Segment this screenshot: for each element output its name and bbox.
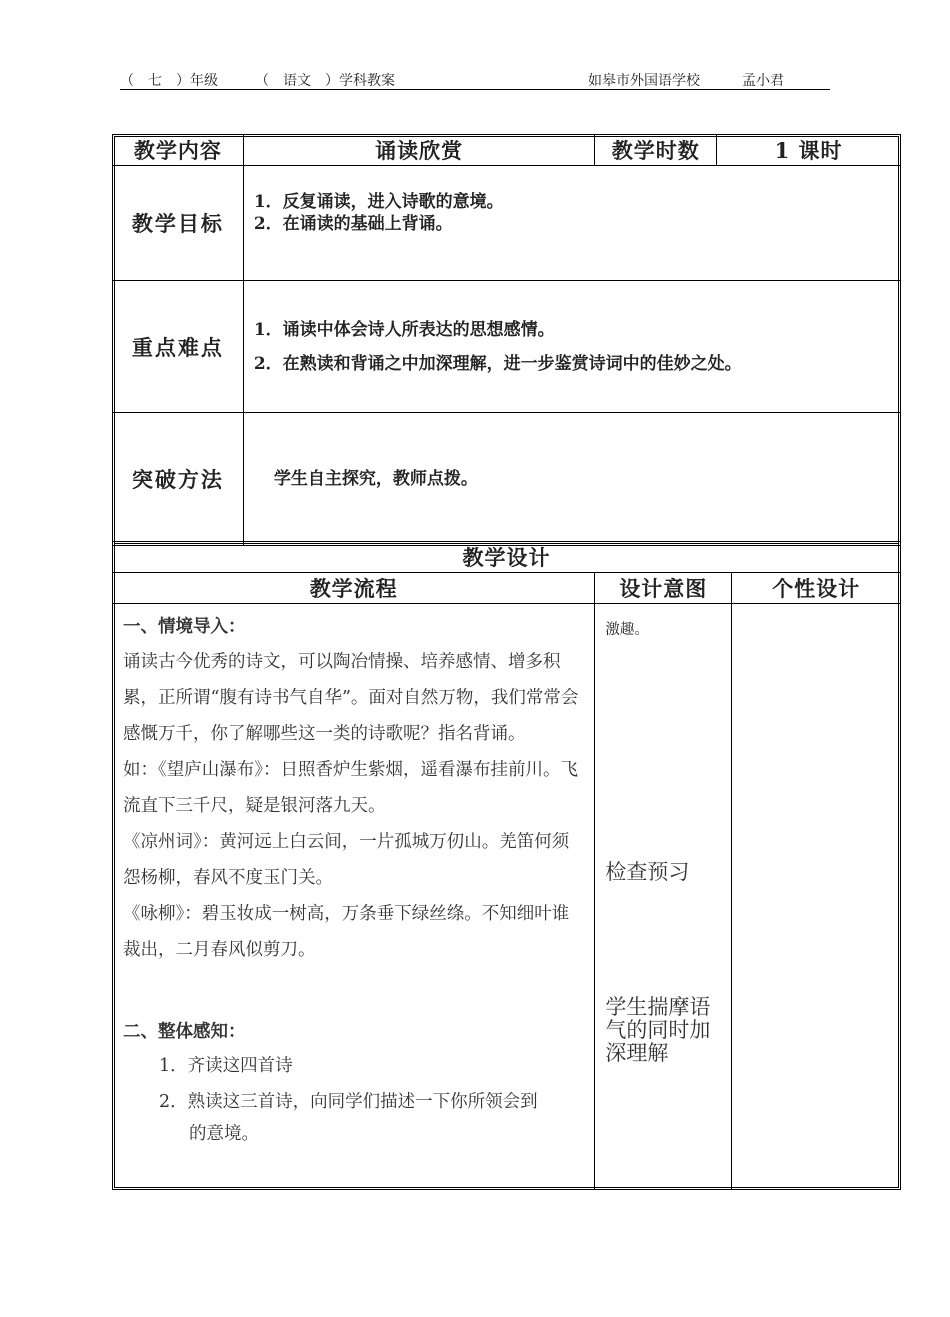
goal-label: 教学目标 (113, 166, 244, 281)
method-label: 突破方法 (113, 413, 244, 546)
step-1: 1．齐读这四首诗 (159, 1056, 293, 1076)
header-grade: （ 七 ）年级 (120, 73, 218, 89)
goal-item: 1．反复诵读，进入诗歌的意境。 (253, 192, 504, 212)
personal-cell (732, 604, 901, 1190)
col-flow: 教学流程 (113, 573, 595, 604)
key-label: 重点难点 (113, 281, 244, 413)
header-school: 如皋市外国语学校 (588, 73, 700, 89)
hours-label: 教学时数 (595, 135, 717, 166)
goal-item: 2．在诵读的基础上背诵。 (253, 214, 453, 234)
content-label: 教学内容 (113, 135, 244, 166)
col-intent: 设计意图 (595, 573, 732, 604)
hours-value: 1 课时 (717, 135, 901, 166)
section2-title: 二、整体感知： (123, 1022, 246, 1042)
intent-3: 学生揣摩语气的同时加深理解 (605, 995, 711, 1065)
intent-1: 激趣。 (605, 622, 649, 638)
poem-2: 《凉州词》：黄河远上白云间，一片孤城万仞山。羌笛何须怨杨柳，春风不度玉门关。 (123, 832, 570, 888)
poem-3: 《咏柳》：碧玉妆成一树高，万条垂下绿丝绦。不知细叶谁裁出，二月春风似剪刀。 (123, 904, 570, 960)
col-personal: 个性设计 (732, 573, 901, 604)
method-value: 学生自主探究，教师点拨。 (273, 469, 478, 489)
key-item: 1．诵读中体会诗人所表达的思想感情。 (253, 319, 555, 340)
method-cell (243, 413, 900, 546)
step-2-cont: 的意境。 (189, 1124, 259, 1144)
design-title: 教学设计 (113, 542, 901, 573)
header-subject: （ 语文 ）学科教案 (255, 73, 395, 89)
goal-cell (243, 166, 900, 281)
section1-intro: 诵读古今优秀的诗文，可以陶冶情操、培养感情、增多积累，正所谓“腹有诗书气自华”。面对自然万物，我们常常会感慨万千，你了解哪些这一类的诗歌呢？指名背诵。 (123, 652, 579, 744)
step-2: 2．熟读这三首诗，向同学们描述一下你所领会到 (159, 1092, 538, 1112)
intent-2: 检查预习 (605, 860, 690, 884)
key-cell (243, 281, 900, 413)
key-item: 2．在熟读和背诵之中加深理解，进一步鉴赏诗词中的佳妙之处。 (253, 353, 742, 374)
poem-1: 如：《望庐山瀑布》：日照香炉生紫烟，遥看瀑布挂前川。飞流直下三千尺，疑是银河落九天。 (123, 760, 578, 816)
design-table (112, 541, 901, 1190)
content-value: 诵读欣赏 (243, 135, 595, 166)
info-table (112, 134, 901, 546)
header-rule (120, 89, 830, 90)
flow-cell (113, 604, 595, 1190)
header-teacher: 孟小君 (742, 73, 784, 89)
intent-cell (595, 604, 732, 1190)
section1-title: 一、情境导入： (123, 617, 246, 637)
